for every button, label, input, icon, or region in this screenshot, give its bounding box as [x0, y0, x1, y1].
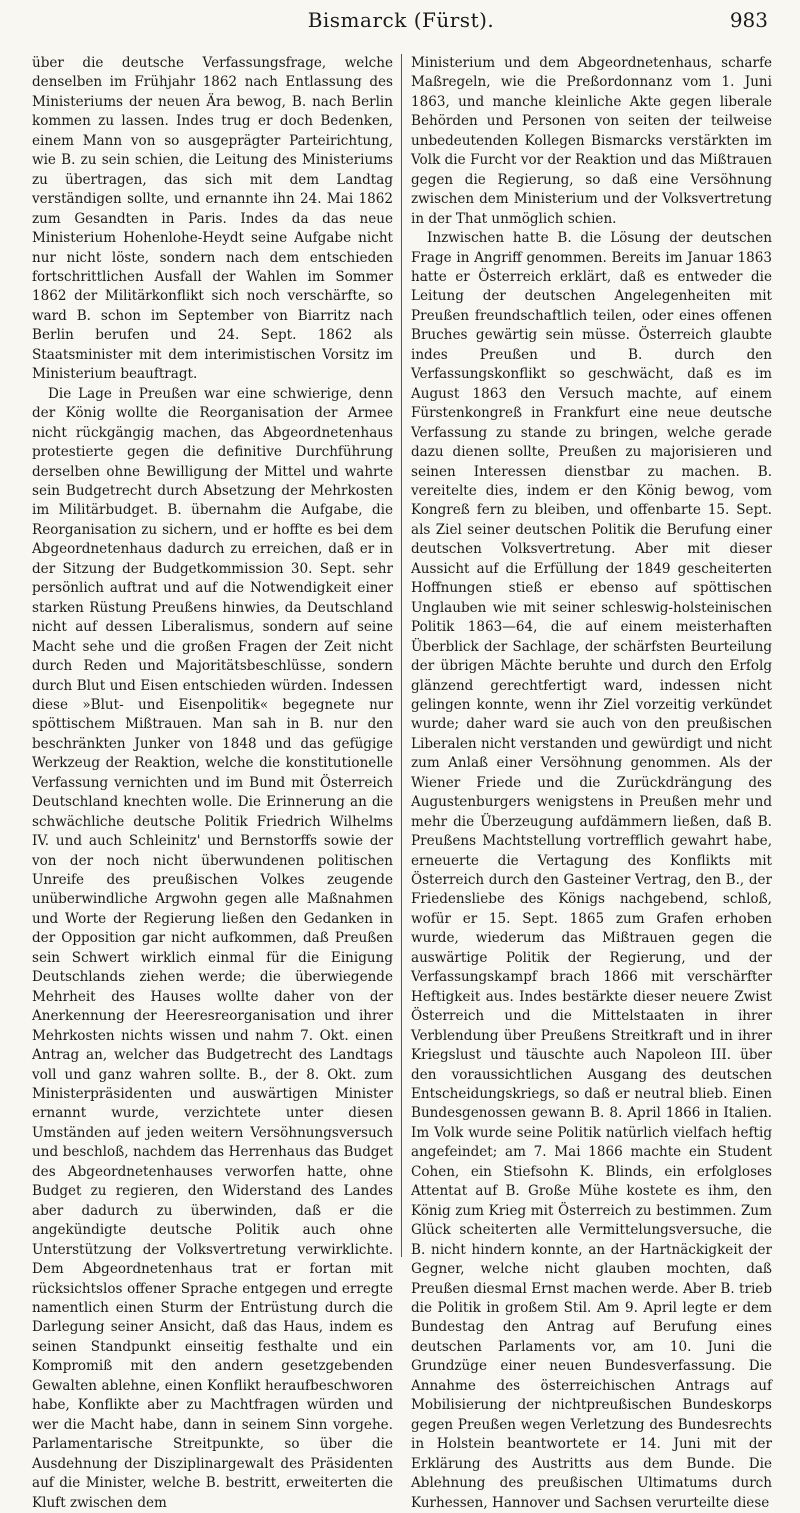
left-column	[32, 54, 401, 1511]
right-column	[402, 54, 772, 1511]
paragraph-right-1: Ministerium und dem Abgeordnetenhaus, scharfe Maßregeln, wie die Preßordonnanz vom 1. Juni 1863, und manche kleinliche Akte gegen liberale Behörden und Personen von seiten der teilweise unbedeutenden Kollegen Bismarcks verstärkten im Volk die Furcht vor der Reaktion und das Mißtrauen gegen die Regierung, so daß eine Versöhnung zwischen dem Ministerium und der Volksvertretung in der That unmöglich schien.	[411, 55, 772, 227]
page-header	[32, 0, 770, 56]
text-columns	[32, 54, 772, 1511]
paragraph-left-2: Die Lage in Preußen war eine schwierige, denn der König wollte die Reorganisation der Armee nicht rückgängig machen, das Abgeordnetenhaus protestierte gegen die definitive Durchführung derselben ohne Bewilligung der Mittel und wahrte sein Budgetrecht durch Absetzung der Mehrkosten im Militärbudget. B. übernahm die Aufgabe, die Reorganisation zu sichern, und er hoffte es bei dem Abgeordnetenhaus dadurch zu erreichen, daß er in der Sitzung der Budgetkommission 30. Sept. sehr persönlich auftrat und auf die Notwendigkeit einer starken Rüstung Preußens hinwies, da Deutschland nicht auf dessen Liberalismus, sondern auf seine Macht sehe und die großen Fragen der Zeit nicht durch Reden und Majoritätsbeschlüsse, sondern durch Blut und Eisen entschieden würden. Indessen diese »Blut- und Eisenpolitik« begegnete nur spöttischem Mißtrauen. Man sah in B. nur den beschränkten Junker von 1848 und das gefügige Werkzeug der Reaktion, welche die konstitutionelle Verfassung vernichten und im Bund mit Österreich Deutschland knechten wolle. Die Erinnerung an die schwächliche deutsche Politik Friedrich Wilhelms IV. und auch Schleinitz' und Bernstorffs sowie der von der noch nicht überwundenen politischen Unreife des preußischen Volkes zeugende unüberwindliche Argwohn gegen alle Maßnahmen und Worte der Regierung ließen den Gedanken in der Opposition gar nicht aufkommen, daß Preußen sein Schwert wirklich einmal für die Einigung Deutschlands ziehen werde; die überwiegende Mehrheit des Hauses wollte daher von der Anerkennung der Heeresreorganisation und ihrer Mehrkosten nichts wissen und nahm 7. Okt. einen Antrag an, welcher das Budgetrecht des Landtags voll und ganz wahren sollte. B., der 8. Okt. zum Ministerpräsidenten und auswärtigen Minister ernannt wurde, verzichtete unter diesen Umständen auf jeden weitern Versöhnungsversuch und beschloß, nachdem das Herrenhaus das Budget des Abgeordnetenhauses verworfen hatte, ohne Budget zu regieren, den Widerstand des Landes aber dadurch zu überwinden, daß er die angekündigte deutsche Politik auch ohne Unterstützung der Volksvertretung verwirklichte. Dem Abgeordnetenhaus trat er fortan mit rücksichtslos offener Sprache entgegen und erregte namentlich einen Sturm der Entrüstung durch die Darlegung seiner Ansicht, daß das Haus, indem es seinen Standpunkt einseitig festhalte und ein Kompromiß mit den andern gesetzgebenden Gewalten ablehne, einen Konflikt heraufbeschworen habe, Konflikte aber zu Machtfragen würden und wer die Macht habe, dann in seinem Sinn vorgehe. Parlamentarische Streitpunkte, so über die Ausdehnung der Disziplinargewalt des Präsidenten auf die Minister, welche B. bestritt, erweiterten die Kluft zwischen dem	[32, 385, 393, 1511]
paragraph-right-2: Inzwischen hatte B. die Lösung der deutschen Frage in Angriff genommen. Bereits im Januar 1863 hatte er Österreich erklärt, daß es entweder die Leitung der deutschen Angelegenheiten mit Preußen freundschaftlich teilen, oder eines offenen Bruches gewärtig sein müsse. Österreich glaubte indes Preußen und B. durch den Verfassungskonflikt so geschwächt, daß es im August 1863 den Versuch machte, auf einem Fürstenkongreß in Frankfurt eine neue deutsche Verfassung zu stande zu bringen, welche gerade dazu dienen sollte, Preußen zu majorisieren und seinen Interessen dienstbar zu machen. B. vereitelte dies, indem er den König bewog, vom Kongreß fern zu bleiben, und offenbarte 15. Sept. als Ziel seiner deutschen Politik die Berufung einer deutschen Volksvertretung. Aber mit dieser Aussicht auf die Erfüllung der 1849 gescheiterten Hoffnungen stieß er ebenso auf spöttischen Unglauben wie mit seiner schleswig-holsteinischen Politik 1863—64, die auf einem meisterhaften Überblick der Sachlage, der schärfsten Beurteilung der übrigen Mächte beruhte und durch den Erfolg glänzend gerechtfertigt ward, indessen nicht gelingen konnte, wenn ihr Ziel vorzeitig verkündet wurde; daher ward sie auch von den preußischen Liberalen nicht verstanden und gewürdigt und nicht zum Anlaß einer Versöhnung genommen. Als der Wiener Friede und die Zurückdrängung des Augustenburgers wenigstens in Preußen mehr und mehr die Überzeugung aufdämmern ließen, daß B. Preußens Machtstellung vortrefflich gewahrt habe, erneuerte die Vertagung des Konflikts mit Österreich durch den Gasteiner Vertrag, den B., der Friedensliebe des Königs nachgebend, schloß, wofür er 15. Sept. 1865 zum Grafen erhoben wurde, wiederum das Mißtrauen gegen die auswärtige Politik der Regierung, und der Verfassungskampf brach 1866 mit verschärfter Heftigkeit aus. Indes bestärkte dieser neuere Zwist Österreich und die Mittelstaaten in ihrer Verblendung über Preußens Streitkraft und in ihrer Kriegslust und täuschte auch Napoleon III. über den voraussichtlichen Ausgang des deutschen Entscheidungskriegs, so daß er neutral blieb. Einen Bundesgenossen gewann B. 8. April 1866 in Italien. Im Volk wurde seine Politik natürlich vielfach heftig angefeindet; am 7. Mai 1866 machte ein Student Cohen, ein Stiefsohn K. Blinds, ein erfolgloses Attentat auf B. Große Mühe kostete es ihm, den König zum Krieg mit Österreich zu bestimmen. Zum Glück scheiterten alle Vermittelungsversuche, die B. nicht hindern konnte, an der Hartnäckigkeit der Gegner, welche nicht glauben mochten, daß Preußen diesmal Ernst machen werde. Aber B. trieb die Politik in großem Stil. Am 9. April legte er dem Bundestag den Antrag auf Berufung eines deutschen Parlaments vor, am 10. Juni die Grundzüge einer neuen Bundesverfassung. Die Annahme des österreichischen Antrags auf Mobilisierung der nichtpreußischen Bundeskorps gegen Preußen wegen Verletzung des Bundesrechts in Holstein beantwortete er 14. Juni mit der Erklärung des Austritts aus dem Bunde. Die Ablehnung des preußischen Ultimatums durch Kurhessen, Hannover und Sachsen verurteilte diese	[411, 230, 772, 1511]
running-head: Bismarck (Fürst).	[307, 8, 495, 32]
page-number: 983	[729, 8, 768, 32]
paragraph-left-1: über die deutsche Verfassungsfrage, welche denselben im Frühjahr 1862 nach Entlassung des Ministeriums der neuen Ära bewog, B. nach Berlin kommen zu lassen. Indes trug er doch Bedenken, einem Mann von so ausgeprägter Parteirichtung, wie B. zu sein schien, die Leitung des Ministeriums zu übertragen, das sich mit dem Landtag verständigen sollte, und ernannte ihn 24. Mai 1862 zum Gesandten in Paris. Indes da das neue Ministerium Hohenlohe-Heydt seine Aufgabe nicht nur nicht löste, sondern nach dem entschieden fortschrittlichen Ausfall der Wahlen im Sommer 1862 der Militärkonflikt sich noch verschärfte, so ward B. schon im September von Biarritz nach Berlin berufen und 24. Sept. 1862 als Staatsminister mit dem interimistischen Vorsitz im Ministerium beauftragt.	[32, 55, 393, 383]
